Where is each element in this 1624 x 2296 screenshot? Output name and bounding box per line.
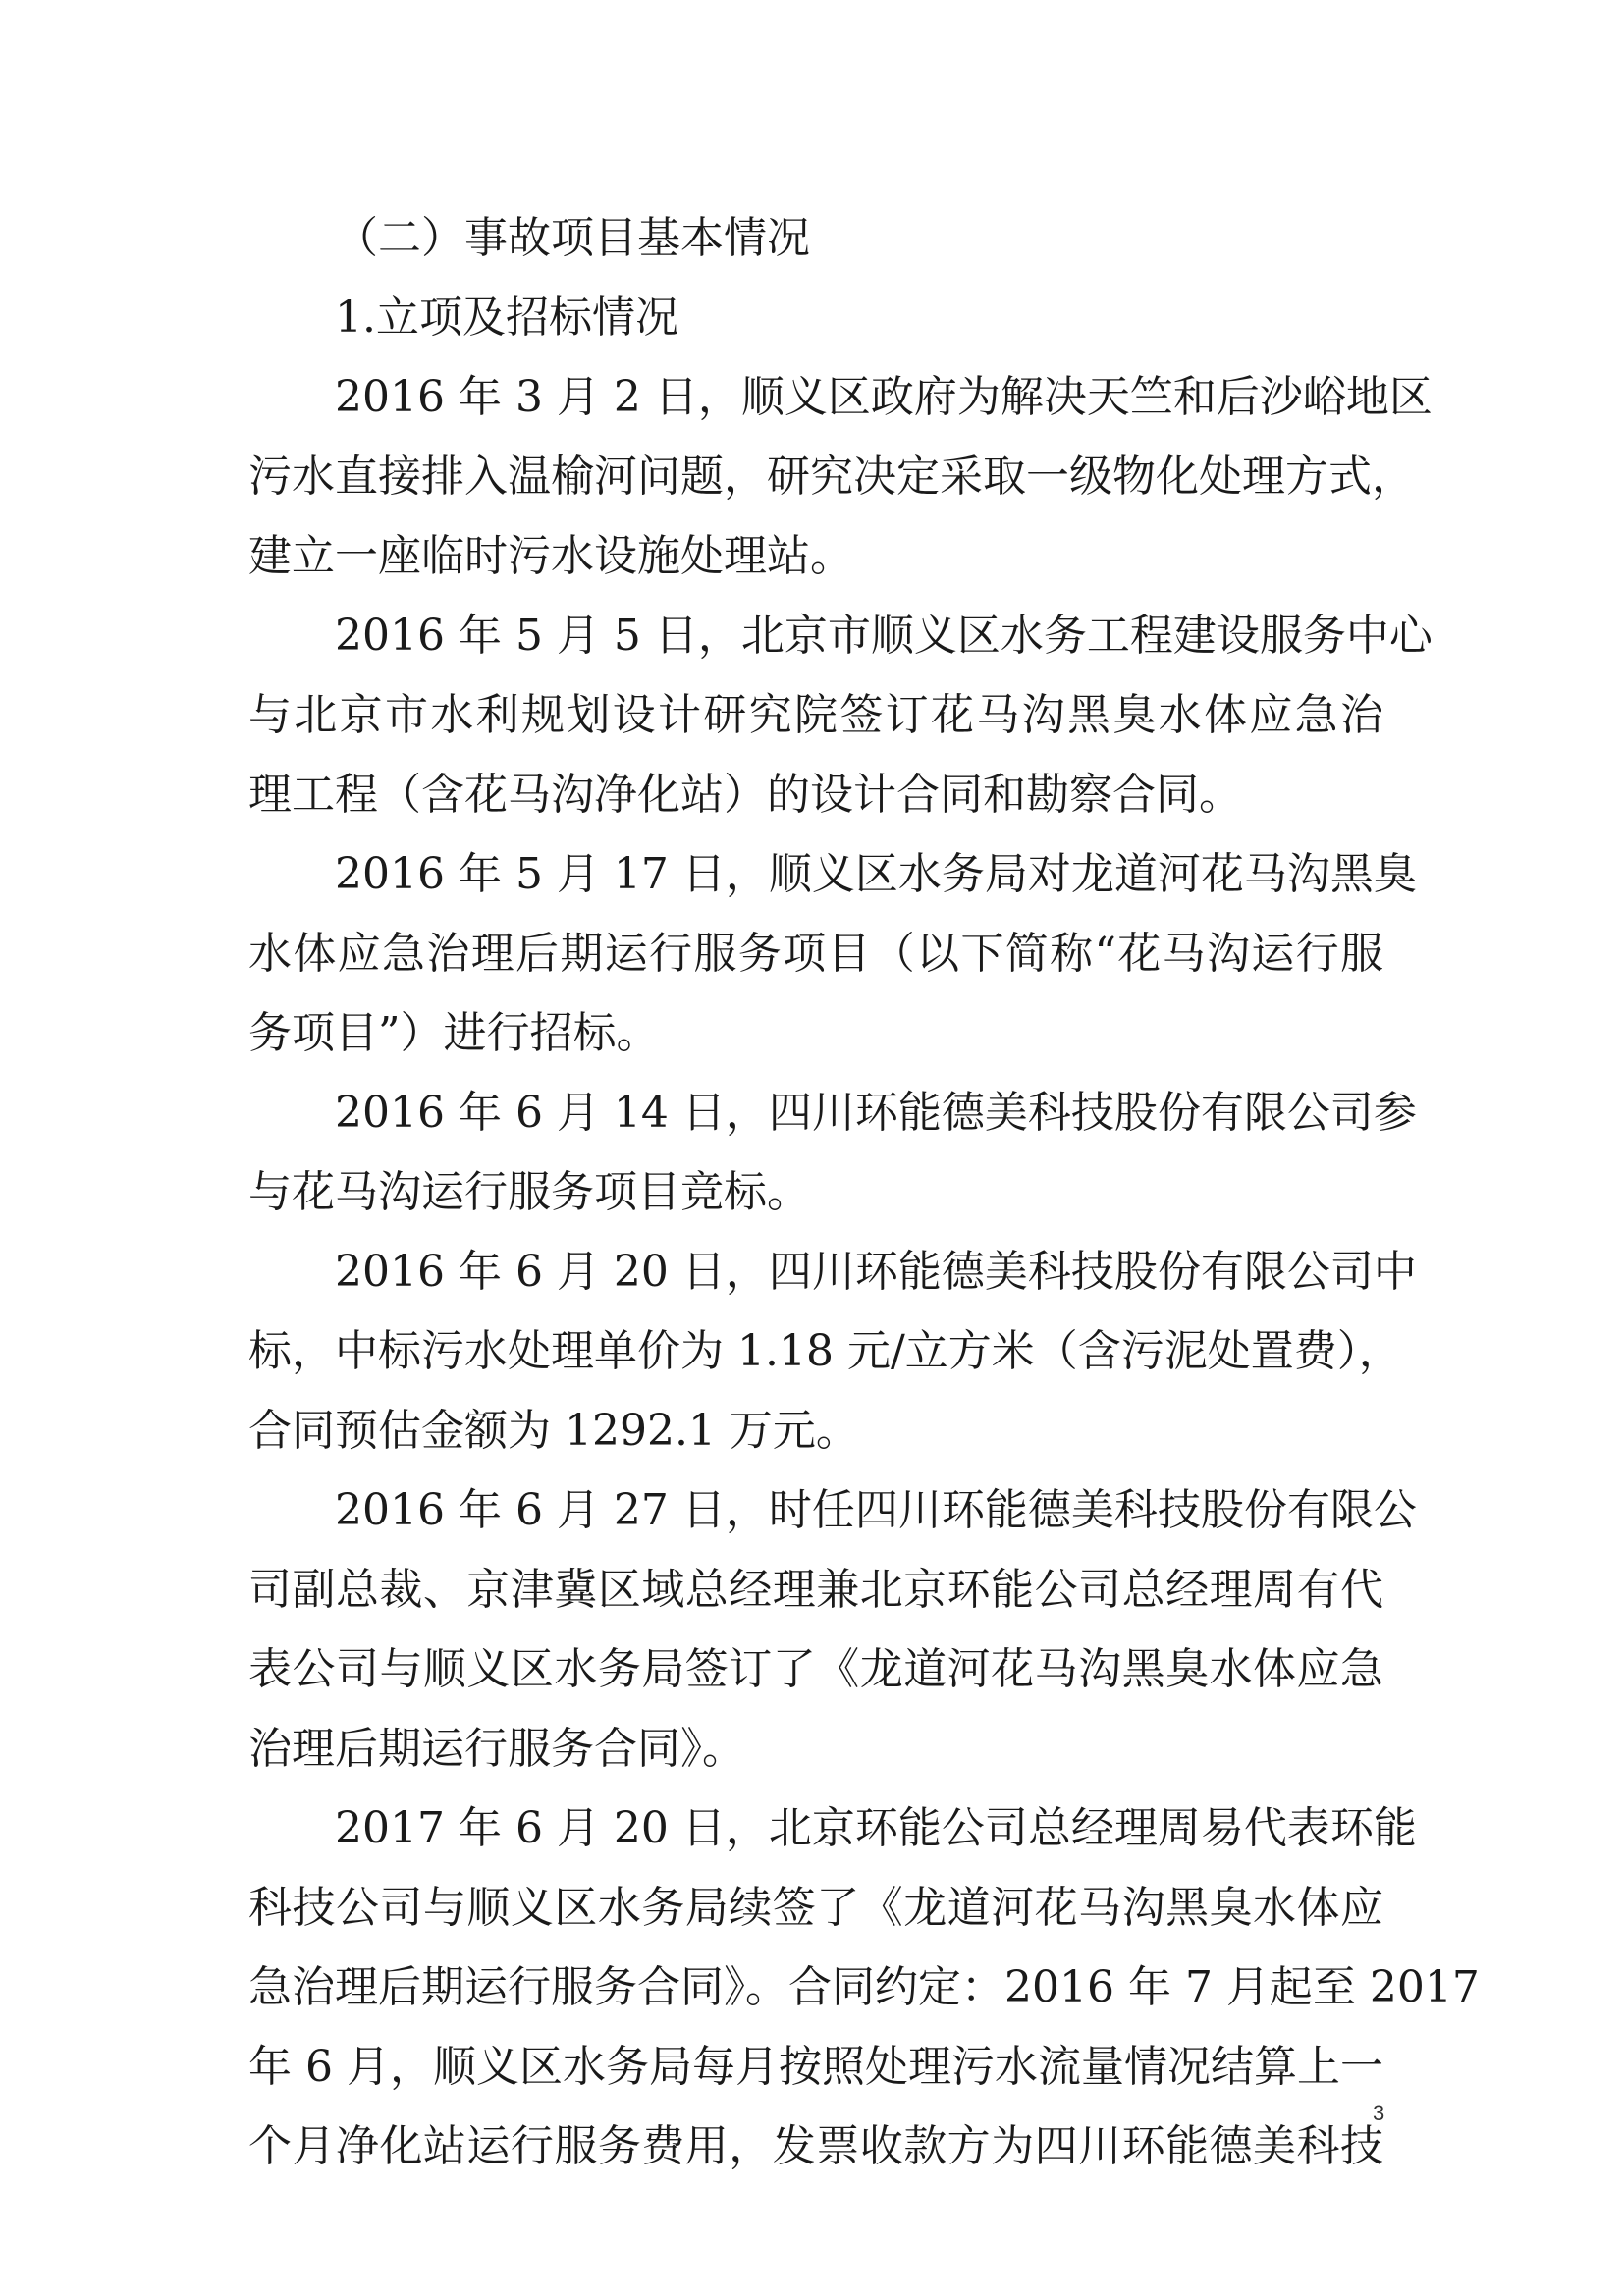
paragraph-line: 2016 年 3 月 2 日，顺义区政府为解决天竺和后沙峪地区 xyxy=(335,372,1433,422)
paragraph-line: 急治理后期运行服务合同》。合同约定：2016 年 7 月起至 2017 xyxy=(248,1962,1480,2012)
paragraph-line: 2016 年 6 月 20 日，四川环能德美科技股份有限公司中 xyxy=(335,1247,1417,1297)
paragraph-line: 表公司与顺义区水务局签订了《龙道河花马沟黑臭水体应急 xyxy=(248,1644,1383,1694)
paragraph-line: 合同预估金额为 1292.1 万元。 xyxy=(248,1406,859,1456)
paragraph-line: 务项目”）进行招标。 xyxy=(248,1008,660,1058)
paragraph-line: 理工程（含花马沟净化站）的设计合同和勘察合同。 xyxy=(248,770,1242,820)
subheading: 1.立项及招标情况 xyxy=(335,293,678,343)
paragraph-line: 2016 年 5 月 17 日，顺义区水务局对龙道河花马沟黑臭 xyxy=(335,849,1417,899)
paragraph-line: 司副总裁、京津冀区域总经理兼北京环能公司总经理周有代 xyxy=(248,1565,1383,1615)
section-heading: （二）事故项目基本情况 xyxy=(335,213,810,263)
paragraph-line: 标，中标污水处理单价为 1.18 元/立方米（含污泥处置费）， xyxy=(248,1326,1402,1376)
paragraph-line: 水体应急治理后期运行服务项目（以下简称“花马沟运行服 xyxy=(248,929,1383,979)
paragraph-line: 污水直接排入温榆河问题，研究决定采取一级物化处理方式， xyxy=(248,452,1415,502)
paragraph-line: 2016 年 6 月 14 日，四川环能德美科技股份有限公司参 xyxy=(335,1088,1417,1138)
paragraph-line: 年 6 月，顺义区水务局每月按照处理污水流量情况结算上一 xyxy=(248,2042,1383,2092)
paragraph-line: 与花马沟运行服务项目竞标。 xyxy=(248,1167,810,1217)
paragraph-line: 治理后期运行服务合同》。 xyxy=(248,1724,745,1774)
paragraph-line: 2017 年 6 月 20 日，北京环能公司总经理周易代表环能 xyxy=(335,1803,1417,1853)
paragraph-line: 科技公司与顺义区水务局续签了《龙道河花马沟黑臭水体应 xyxy=(248,1883,1383,1933)
page-number: 3 xyxy=(1373,2101,1385,2125)
paragraph-line: 2016 年 5 月 5 日，北京市顺义区水务工程建设服务中心 xyxy=(335,611,1433,661)
paragraph-line: 建立一座临时污水设施处理站。 xyxy=(248,531,853,581)
paragraph-line: 个月净化站运行服务费用，发票收款方为四川环能德美科技 xyxy=(248,2121,1383,2171)
paragraph-line: 2016 年 6 月 27 日，时任四川环能德美科技股份有限公 xyxy=(335,1485,1417,1535)
paragraph-line: 与北京市水利规划设计研究院签订花马沟黑臭水体应急治 xyxy=(248,690,1383,740)
